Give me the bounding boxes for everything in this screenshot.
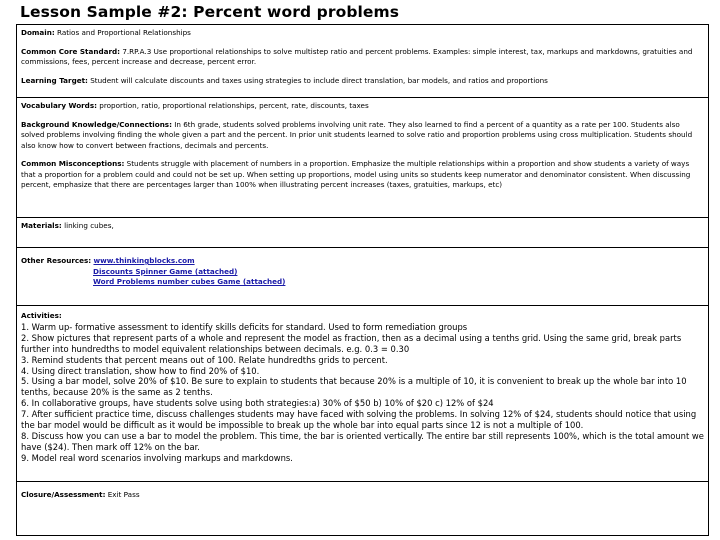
resources-line	[21, 256, 704, 267]
activity-item: 5. Using a bar model, solve 20% of $10. Be sure to explain to students that because 20% is a multiple of 10, it is convenient to break up the whole bar into 10 tenths, because 20% is the same as 2 tenths.	[21, 376, 687, 398]
standard-label: Common Core Standard:	[21, 46, 121, 56]
materials-text: linking cubes,	[64, 221, 114, 230]
resources-label: Other Resources:	[21, 256, 92, 265]
resource-link-line	[21, 277, 704, 288]
domain-text: Ratios and Proportional Relationships	[57, 28, 191, 37]
target-label: Learning Target:	[21, 75, 88, 85]
page-title: Lesson Sample #2: Percent word problems	[20, 3, 400, 21]
domain-line	[21, 28, 704, 39]
discounts-spinner-game-link[interactable]: Discounts Spinner Game (attached)	[93, 266, 238, 276]
activity-item: 4. Using direct translation, show how to find 20% of $10.	[21, 365, 260, 376]
activity-item: 1. Warm up- formative assessment to identify skills deficits for standard. Used to form remediation groups	[21, 321, 468, 332]
vocabulary-text: proportion, ratio, proportional relationships, percent, rate, discounts, taxes	[99, 101, 369, 110]
background-text: In 6th grade, students solved problems involving unit rate. They also learned to find a percent of a quantity as a rate per 100. Students also solved problems involving finding the whole given a part and the percent. In prior unit students learned to solve ratio and proportion problems using cross multiplication. Students should also know how to convert between fractions, decimals and percents.	[21, 119, 693, 150]
vocabulary-label: Vocabulary Words:	[21, 101, 97, 110]
materials-label: Materials:	[21, 221, 62, 230]
standards-cell	[17, 25, 708, 98]
misconceptions-text: Students struggle with placement of numbers in a proportion. Emphasize the multiple relationships within a proportion and show students a variety of ways that a proportion for a problem could and could not be set up. When setting up proportions, model using units so students keep numerator and denominator consistent. When discussing percent, emphasize that there are percentages larger than 100% when illustrating percent increases (taxes, gratuities, markups, etc)	[21, 159, 691, 189]
standard-line	[21, 47, 704, 68]
lesson-plan-table	[16, 24, 709, 536]
closure-text: Exit Pass	[107, 490, 140, 499]
activity-item: 8. Discuss how you can use a bar to model the problem. This time, the bar is oriented vertically. The entire bar still represents 100%, which is the total amount we have ($24). Then mark off 12% on the bar.	[21, 430, 704, 452]
knowledge-cell	[17, 98, 708, 218]
activities-label: Activities:	[21, 311, 62, 320]
closure-cell	[17, 482, 708, 535]
closure-label: Closure/Assessment:	[21, 490, 106, 499]
word-problems-game-link[interactable]: Word Problems number cubes Game (attached)	[93, 277, 286, 286]
activity-item: 6. In collaborative groups, have students solve using both strategies:a) 30% of $50 b) 10% of $20 c) 12% of $24	[21, 398, 494, 409]
vocabulary-line	[21, 101, 704, 112]
resources-cell	[17, 248, 708, 306]
background-line	[21, 120, 704, 152]
activity-item: 3. Remind students that percent means out of 100. Relate hundredths grids to percent.	[21, 354, 388, 365]
target-line	[21, 76, 704, 87]
misconceptions-label: Common Misconceptions:	[21, 159, 125, 168]
closure-line	[21, 490, 704, 501]
activities-cell	[17, 306, 708, 482]
misconceptions-line	[21, 159, 704, 191]
background-label: Background Knowledge/Connections:	[21, 119, 172, 129]
materials-cell	[17, 218, 708, 248]
resource-link-line	[21, 267, 704, 278]
activity-item: 9. Model real word scenarios involving markups and markdowns.	[21, 452, 293, 463]
activity-item: 2. Show pictures that represent parts of a whole and represent the model as fraction, then as a decimal using a tenths grid. Using the same grid, break parts further into hundredths to model equivalent relationships between decimals. e.g. 0.3 = 0.30	[21, 332, 682, 354]
standard-text: 7.RP.A.3 Use proportional relationships to solve multistep ratio and percent problems. Examples: simple interest, tax, markups and markdowns, gratuities and commissions, fees, percent increase and decrease, percent error.	[21, 46, 693, 66]
materials-line	[21, 221, 704, 232]
activity-item: 7. After sufficient practice time, discuss challenges students may have faced with solving the problems. In solving 12% of $24, students should notice that using the bar model would be difficult as it would be impossible to break up the whole bar into equal parts since 12 is not a multiple of 100.	[21, 409, 697, 431]
target-text: Student will calculate discounts and taxes using strategies to include direct translation, bar models, and ratios and proportions	[90, 75, 548, 85]
thinkingblocks-link[interactable]: www.thinkingblocks.com	[93, 256, 195, 265]
domain-label: Domain:	[21, 28, 55, 37]
